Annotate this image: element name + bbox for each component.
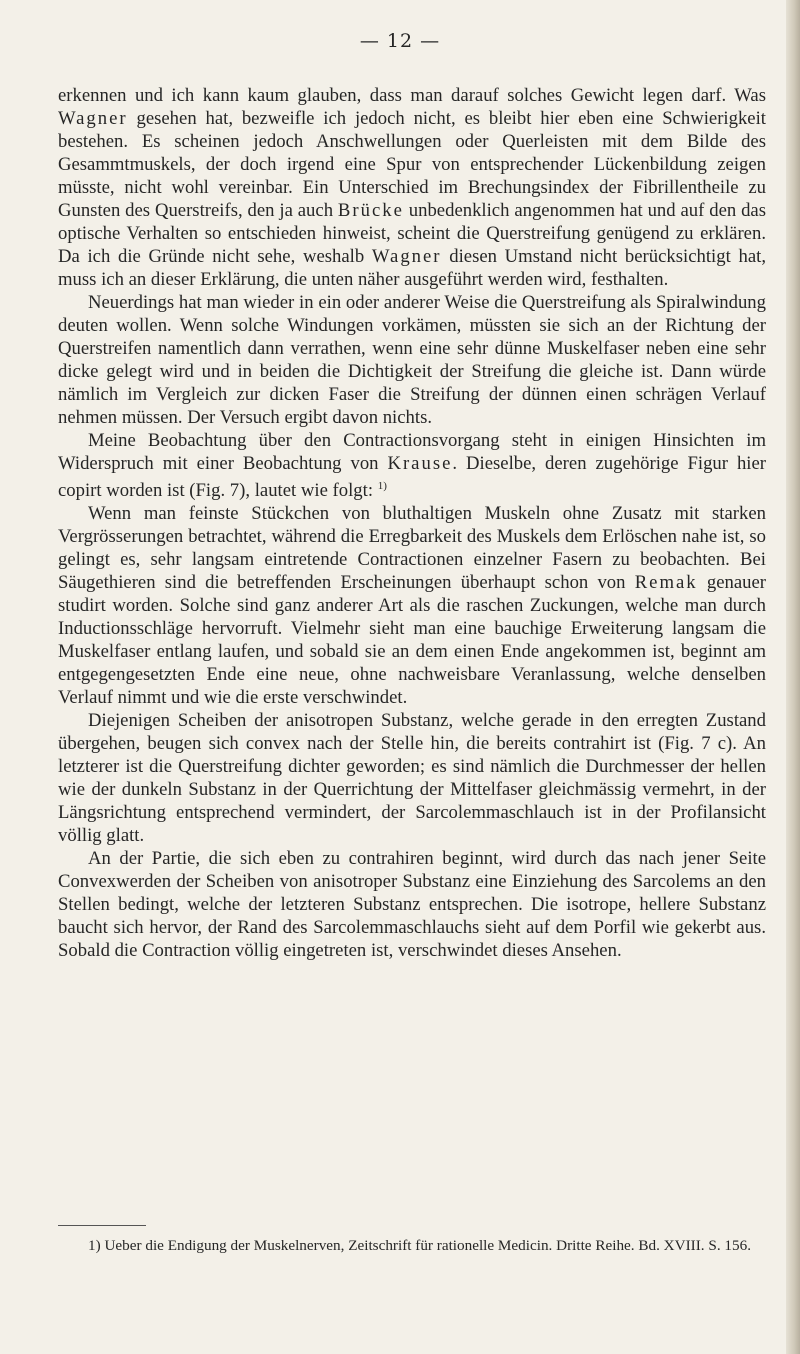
- page-number: — 12 —: [359, 30, 441, 52]
- paragraph-2: Neuerdings hat man wieder in ein oder anderer Weise die Querstreifung als Spiralwindung deuten wollen. Wenn solche Windungen vorkämen, müssten sie sich an der Richtung der Querstreifen namentlich dann verrathen, wenn eine sehr dünne Muskelfaser neben eine sehr dicke gelegt wird und in beiden die Dichtigkeit der Streifung die gleiche ist. Dann würde nämlich im Vergleich zur dicken Faser die Streifung der dünnen einen schrägen Verlauf nehmen müssen. Der Versuch ergibt davon nichts.: [58, 292, 766, 428]
- body-text: [58, 84, 766, 962]
- footnote: 1) Ueber die Endigung der Muskelnerven, Zeitschrift für rationelle Medicin. Dritte Reihe. Bd. XVIII. S. 156.: [88, 1237, 752, 1254]
- author-name: Wagner: [371, 246, 442, 267]
- author-name: Wagner: [58, 108, 128, 129]
- author-name: Krause: [387, 453, 453, 474]
- author-name: Remak: [634, 572, 698, 594]
- paragraph-1: erkennen und ich kann kaum glauben, dass man darauf solches Gewicht legen darf. Was Wagner gesehen hat, bezweifle ich jedoch nicht, es bleibt hier eben eine Schwierigkeit bestehen. Es scheinen jedoch Anschwellungen oder Querleisten mit dem Bilde des Gesammtmuskels, der doch irgend eine Spur von entsprechender Lückenbildung zeigen müsste, nicht wohl vereinbar. Ein Unterschied im Brechungsindex der Fibrillentheile zu Gunsten des Querstreifs, den ja auch Brücke unbedenklich angenommen hat und auf den das optische Verhalten so entschieden hinweist, scheint die Querstreifung genügend zu erklären. Da ich die Gründe nicht sehe, weshalb Wagner diesen Umstand nicht berücksichtigt hat, muss ich an dieser Erklärung, die unten näher ausgeführt werden wird, festhalten.: [58, 85, 767, 290]
- paragraph-4: Wenn man feinste Stückchen von bluthaltigen Muskeln ohne Zusatz mit starken Vergrösserungen betrachtet, während die Erregbarkeit des Muskels dem Erlöschen nahe ist, so gelingt es, sehr langsam eintretende Contractionen einzelner Fasern zu beobachten. Bei Säugethieren sind die betreffenden Erscheinungen überhaupt schon von Remak genauer studirt worden. Solche sind ganz anderer Art als die raschen Zuckungen, welche man durch Inductionsschläge hervorruft. Vielmehr sieht man eine bauchige Erweiterung langsam die Muskelfaser entlang laufen, und sobald sie an dem einen Ende angekommen ist, beginnt am entgegengesetzten Ende eine neue, ohne nachweisbare Veranlassung, welche denselben Verlauf nimmt und wie die erste verschwindet.: [58, 503, 767, 709]
- paragraph-3: Meine Beobachtung über den Contractionsvorgang steht in einigen Hinsichten im Widerspruch mit einer Beobachtung von Krause. Dieselbe, deren zugehörige Figur hier copirt worden ist (Fig. 7), lautet wie folgt: $^{1)}$: [58, 430, 766, 502]
- paragraph-5: Diejenigen Scheiben der anisotropen Substanz, welche gerade in den erregten Zustand übergehen, beugen sich convex nach der Stelle hin, die bereits contrahirt ist (Fig. 7 c). An letzterer ist die Querstreifung dichter geworden; es sind nämlich die Durchmesser der hellen wie der dunkeln Substanz in der Querrichtung der Mittelfaser gleichmässig vermehrt, in der Längsrichtung entsprechend vermindert, der Sarcolemmaschlauch ist in der Profilansicht völlig glatt.: [58, 710, 766, 847]
- footnote-divider: [58, 1225, 146, 1226]
- page-edge: [786, 0, 800, 1354]
- author-name: Brücke: [337, 200, 404, 221]
- paragraph-6: An der Partie, die sich eben zu contrahiren beginnt, wird durch das nach jener Seite Convexwerden der Scheiben von anisotroper Substanz eine Einziehung des Sarcolems an den Stellen bedingt, welche der letzteren Substanz entsprechen. Die isotrope, hellere Substanz baucht sich hervor, der Rand des Sarcolemmaschlauchs sieht auf dem Porfil wie gekerbt aus. Sobald die Contraction völlig eingetreten ist, verschwindet dieses Ansehen.: [58, 848, 766, 962]
- footnote-marker: 1): [377, 480, 387, 492]
